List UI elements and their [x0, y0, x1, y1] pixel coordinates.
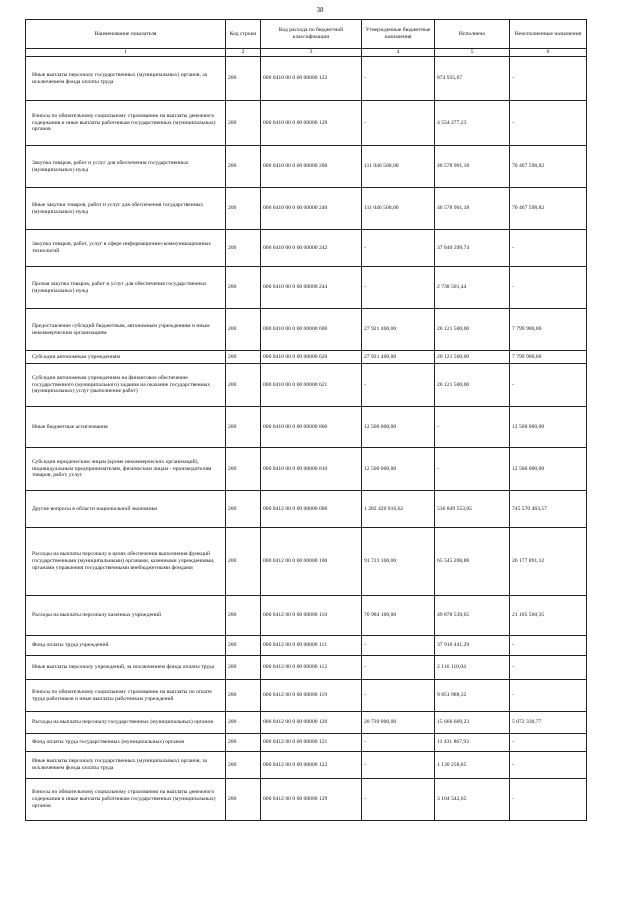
row-unexecuted: - [510, 230, 587, 267]
row-executed: - [435, 448, 510, 491]
table-row [26, 596, 587, 636]
row-unexecuted: 7 799 900,00 [510, 351, 587, 364]
row-code: 200 [226, 734, 261, 752]
table-row [26, 448, 587, 491]
row-kbk: 000 0410 00 0 00 00000 810 [261, 448, 362, 491]
row-executed: 20 121 500,00 [435, 309, 510, 351]
table-row [26, 57, 587, 101]
row-name: Предоставление субсидий бюджетным, автономным учреждениям и иным некоммерческим организациям [26, 309, 226, 351]
table-row [26, 636, 587, 656]
row-code: 200 [226, 146, 261, 188]
table-row [26, 528, 587, 596]
row-unexecuted: 26 177 891,12 [510, 528, 587, 596]
row-executed: 65 545 208,88 [435, 528, 510, 596]
row-executed: 2 116 110,04 [435, 656, 510, 680]
row-approved: 12 500 000,00 [362, 407, 435, 448]
row-unexecuted: - [510, 636, 587, 656]
row-kbk: 000 0412 00 0 00 00000 111 [261, 636, 362, 656]
row-executed: 40 578 901,18 [435, 146, 510, 188]
row-executed: 4 554 277,23 [435, 101, 510, 146]
table-row [26, 680, 587, 712]
row-name: Иные закупки товаров, работ и услуг для обеспечения государственных (муниципальных) нужд [26, 188, 226, 230]
row-name: Закупка товаров, работ и услуг для обеспечения государственных (муниципальных) нужд [26, 146, 226, 188]
row-approved: - [362, 656, 435, 680]
row-unexecuted: 12 500 000,00 [510, 407, 587, 448]
row-unexecuted: 7 799 900,00 [510, 309, 587, 351]
row-code: 200 [226, 636, 261, 656]
row-executed: 49 878 539,65 [435, 596, 510, 636]
row-kbk: 000 0410 00 0 00 00000 122 [261, 57, 362, 101]
row-approved: 12 500 000,00 [362, 448, 435, 491]
header-code: Код строки [226, 20, 261, 49]
table-row [26, 267, 587, 309]
row-unexecuted: 70 467 598,82 [510, 188, 587, 230]
table-row [26, 188, 587, 230]
row-name: Фонд оплаты труда государственных (муниципальных) органов [26, 734, 226, 752]
row-approved: - [362, 364, 435, 407]
row-kbk: 000 0410 00 0 00 00000 240 [261, 188, 362, 230]
table-row [26, 351, 587, 364]
row-kbk: 000 0412 00 0 00 00000 000 [261, 491, 362, 528]
row-executed: 40 578 901,18 [435, 188, 510, 230]
row-executed: 20 121 500,00 [435, 364, 510, 407]
row-approved: 20 739 000,00 [362, 712, 435, 734]
row-kbk: 000 0412 00 0 00 00000 121 [261, 734, 362, 752]
header-unexecuted: Неисполненные назначения [510, 20, 587, 49]
row-executed: 536 849 553,05 [435, 491, 510, 528]
header-number: 3 [261, 49, 362, 57]
budget-execution-table [25, 19, 587, 821]
row-approved: 91 723 100,00 [362, 528, 435, 596]
row-kbk: 000 0410 00 0 00 00000 800 [261, 407, 362, 448]
row-code: 200 [226, 491, 261, 528]
row-executed: - [435, 407, 510, 448]
row-executed: 3 104 542,65 [435, 779, 510, 821]
row-unexecuted: - [510, 364, 587, 407]
row-unexecuted: - [510, 656, 587, 680]
table-row [26, 364, 587, 407]
row-executed: 20 121 500,00 [435, 351, 510, 364]
row-kbk: 000 0412 00 0 00 00000 129 [261, 779, 362, 821]
row-name: Субсидии автономным учреждениям [26, 351, 226, 364]
row-approved: - [362, 680, 435, 712]
row-code: 200 [226, 309, 261, 351]
row-executed: 37 910 441,29 [435, 636, 510, 656]
table-row [26, 752, 587, 779]
row-executed: 15 666 669,23 [435, 712, 510, 734]
row-unexecuted: - [510, 734, 587, 752]
row-kbk: 000 0410 00 0 00 00000 244 [261, 267, 362, 309]
row-name: Взносы по обязательному социальному страхованию на выплаты денежного содержания и иные выплаты работникам государственных (муниципальных) органов [26, 779, 226, 821]
row-code: 200 [226, 407, 261, 448]
row-unexecuted: - [510, 752, 587, 779]
row-approved: - [362, 636, 435, 656]
row-code: 200 [226, 351, 261, 364]
row-unexecuted: 745 570 463,57 [510, 491, 587, 528]
row-approved: 27 921 400,00 [362, 351, 435, 364]
row-kbk: 000 0412 00 0 00 00000 122 [261, 752, 362, 779]
header-approved: Утвержденные бюджетные назначения [362, 20, 435, 49]
row-name: Фонд оплаты труда учреждений [26, 636, 226, 656]
table-row [26, 101, 587, 146]
row-unexecuted: - [510, 267, 587, 309]
row-kbk: 000 0412 00 0 00 00000 120 [261, 712, 362, 734]
row-unexecuted: 12 500 000,00 [510, 448, 587, 491]
row-unexecuted: 5 072 330,77 [510, 712, 587, 734]
row-approved: - [362, 267, 435, 309]
table-row [26, 146, 587, 188]
row-code: 200 [226, 528, 261, 596]
row-unexecuted: - [510, 57, 587, 101]
row-approved: - [362, 101, 435, 146]
page-number: 38 [316, 6, 324, 14]
row-code: 200 [226, 656, 261, 680]
row-approved: - [362, 57, 435, 101]
row-name: Иные выплаты персоналу государственных (муниципальных) органов, за исключением фонда оплаты труда [26, 57, 226, 101]
table-row [26, 491, 587, 528]
row-name: Закупка товаров, работ, услуг в сфере информационно-коммуникационных технологий [26, 230, 226, 267]
row-executed: 9 851 988,32 [435, 680, 510, 712]
table-row [26, 407, 587, 448]
row-name: Субсидии автономным учреждениям на финансовое обеспечение государственного (муниципального) задания на оказание государственных (муниципальных) услуг (выполнение работ) [26, 364, 226, 407]
row-kbk: 000 0412 00 0 00 00000 110 [261, 596, 362, 636]
row-code: 200 [226, 779, 261, 821]
table-row [26, 712, 587, 734]
row-approved: - [362, 734, 435, 752]
table-row [26, 656, 587, 680]
table-row [26, 309, 587, 351]
row-approved: 111 046 500,00 [362, 188, 435, 230]
row-kbk: 000 0410 00 0 00 00000 129 [261, 101, 362, 146]
row-code: 200 [226, 101, 261, 146]
row-kbk: 000 0410 00 0 00 00000 600 [261, 309, 362, 351]
row-code: 200 [226, 188, 261, 230]
row-name: Иные бюджетные ассигнования [26, 407, 226, 448]
header-number: 2 [226, 49, 261, 57]
row-unexecuted: 21 105 560,35 [510, 596, 587, 636]
row-approved: 70 984 100,00 [362, 596, 435, 636]
row-name: Субсидии юридическим лицам (кроме некоммерческих организаций), индивидуальным предпринимателям, физическим лицам - производителям товаров, работ, услуг [26, 448, 226, 491]
header-executed: Исполнено [435, 20, 510, 49]
row-code: 200 [226, 752, 261, 779]
row-name: Прочая закупка товаров, работ и услуг для обеспечения государственных (муниципальных) нужд [26, 267, 226, 309]
header-number: 5 [435, 49, 510, 57]
row-kbk: 000 0412 00 0 00 00000 100 [261, 528, 362, 596]
header-number: 6 [510, 49, 587, 57]
row-kbk: 000 0410 00 0 00 00000 242 [261, 230, 362, 267]
row-approved: - [362, 752, 435, 779]
row-executed: 37 840 399,74 [435, 230, 510, 267]
row-code: 200 [226, 596, 261, 636]
table-row [26, 779, 587, 821]
header-numbers-row [26, 49, 587, 57]
row-kbk: 000 0410 00 0 00 00000 621 [261, 364, 362, 407]
row-name: Взносы по обязательному социальному страхованию на выплаты по оплате труда работников и иные выплаты работникам учреждений [26, 680, 226, 712]
row-unexecuted: - [510, 779, 587, 821]
row-approved: - [362, 779, 435, 821]
row-code: 200 [226, 230, 261, 267]
header-number: 1 [26, 49, 226, 57]
row-code: 200 [226, 680, 261, 712]
row-code: 200 [226, 267, 261, 309]
row-code: 200 [226, 448, 261, 491]
row-name: Иные выплаты персоналу государственных (муниципальных) органов, за исключением фонда оплаты труда [26, 752, 226, 779]
row-approved: 111 046 500,00 [362, 146, 435, 188]
row-code: 200 [226, 364, 261, 407]
row-approved: - [362, 230, 435, 267]
table-row [26, 734, 587, 752]
row-name: Расходы на выплаты персоналу казенных учреждений [26, 596, 226, 636]
row-approved: 1 282 420 016,62 [362, 491, 435, 528]
row-kbk: 000 0412 00 0 00 00000 112 [261, 656, 362, 680]
table-body [26, 57, 587, 821]
row-executed: 874 935,67 [435, 57, 510, 101]
row-code: 200 [226, 57, 261, 101]
header-kbk: Код расхода по бюджетной классификации [261, 20, 362, 49]
row-executed: 11 431 867,93 [435, 734, 510, 752]
header-row [26, 20, 587, 49]
row-kbk: 000 0410 00 0 00 00000 620 [261, 351, 362, 364]
row-name: Взносы по обязательному социальному страхованию на выплаты денежного содержания и иные выплаты работникам государственных (муниципальных) органов [26, 101, 226, 146]
row-name: Иные выплаты персоналу учреждений, за исключением фонда оплаты труда [26, 656, 226, 680]
row-executed: 2 738 501,44 [435, 267, 510, 309]
header-name: Наименование показателя [26, 20, 226, 49]
row-kbk: 000 0410 00 0 00 00000 200 [261, 146, 362, 188]
row-name: Расходы на выплаты персоналу государственных (муниципальных) органов [26, 712, 226, 734]
row-unexecuted: - [510, 101, 587, 146]
row-approved: 27 921 400,00 [362, 309, 435, 351]
row-unexecuted: - [510, 680, 587, 712]
row-code: 200 [226, 712, 261, 734]
row-name: Расходы на выплаты персоналу в целях обеспечения выполнения функций государственными (муниципальными) органами, казенными учреждениями, органами управления государственными внебюджетными фондами [26, 528, 226, 596]
header-number: 4 [362, 49, 435, 57]
table-row [26, 230, 587, 267]
row-executed: 1 130 258,65 [435, 752, 510, 779]
row-kbk: 000 0412 00 0 00 00000 119 [261, 680, 362, 712]
row-name: Другие вопросы в области национальной экономики [26, 491, 226, 528]
row-unexecuted: 70 467 598,82 [510, 146, 587, 188]
